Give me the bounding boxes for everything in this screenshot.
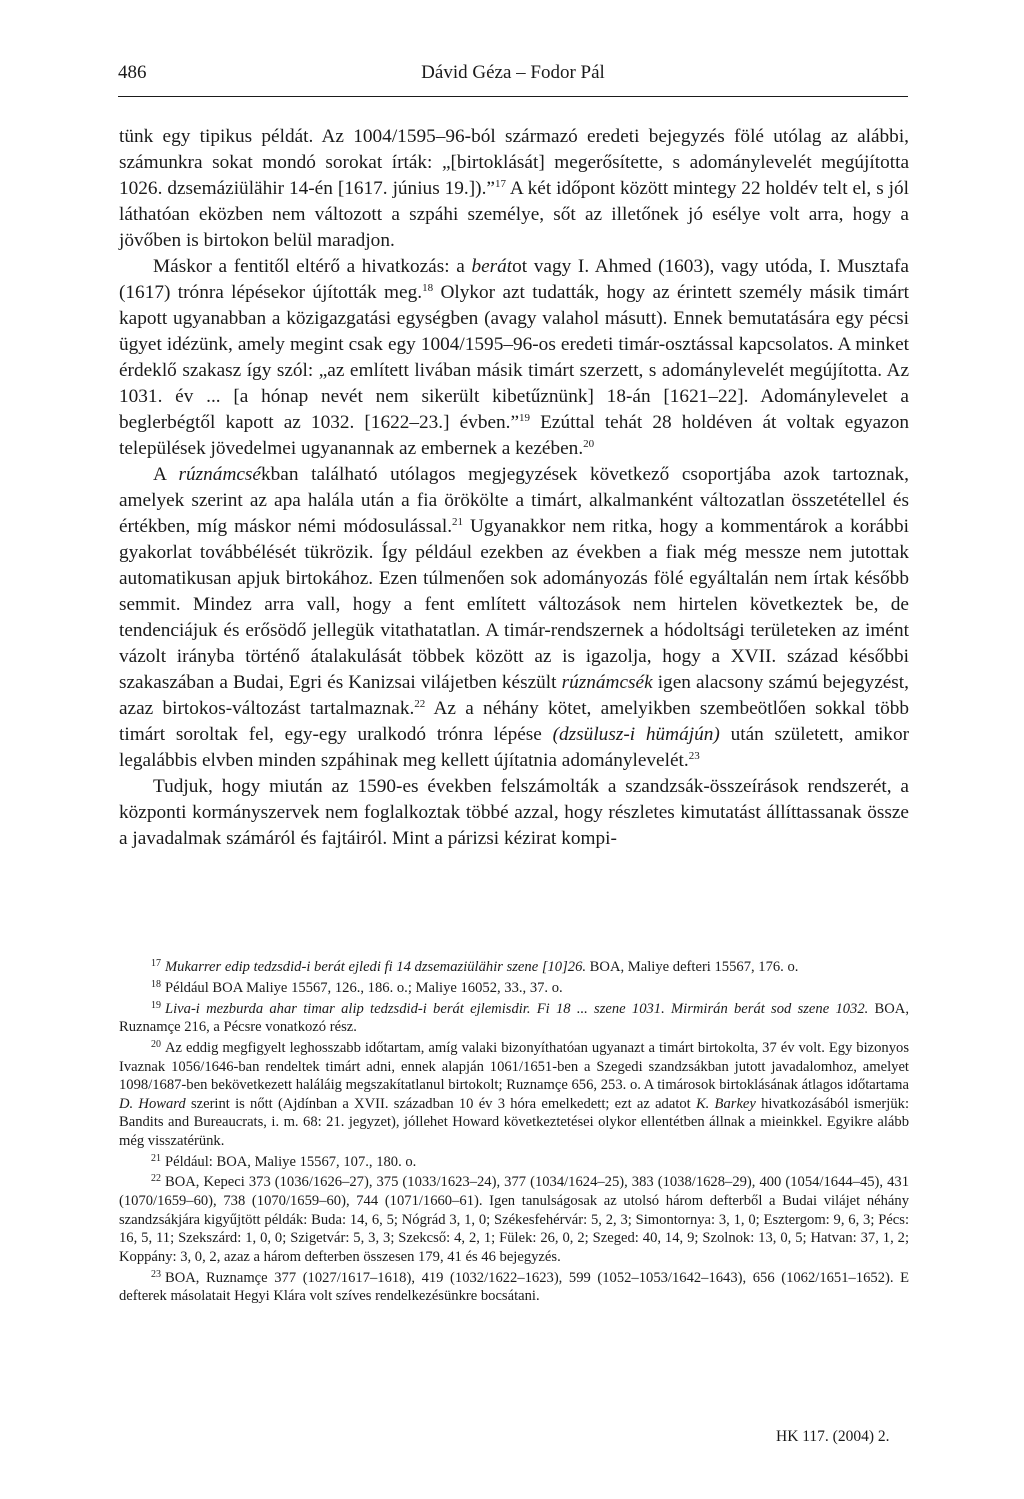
- main-text: [119, 124, 909, 852]
- footnote-ref-22: 22: [414, 698, 426, 710]
- footnotes: [119, 958, 909, 1308]
- paragraph-1: tünk egy tipikus példát. Az 1004/1595–96-ból származó eredeti bejegyzés fölé utólag az alábbi, számunkra sokat mondó sorokat írták: „[birtoklását] megerősítette, s adománylevelét megújította 1026. dzsemáziülähir 14-én [1617. június 19.]).”$^{17}$ A két időpont között mintegy 22 holdév telt el, s jól láthatóan eközben nem változott a szpáhi személye, sőt az illetőnek jó esélye volt arra, hogy a jövőben is birtokon belül maradjon.: [119, 126, 909, 251]
- paragraph-3: A rúznámcsékban található utólagos megjegyzések következő csoportjába azok tartoznak, amelyek szerint az apa halála után a fia örökölte a timárt, alkalmanként változatlan összetétellel és értékben, míg máskor némi módosulással.$^{21}$ Ugyanakkor nem ritka, hogy a kommentárok a korábbi gyakorlat továbbélését tükrözik. Így például ezekben az években a fiak még messze nem jutottak automatikusan apjuk birtokához. Ezen túlmenően sok adományozás fölé egyáltalán nem írtak később semmit. Mindez arra vall, hogy a fent említett változások nem hirtelen következtek be, de tendenciájuk és erősödő jellegük vitathatatlan. A timár-rendszernek a hódoltsági területeken az imént vázolt irányba történő átalakulását többek között az is igazolja, hogy a XVII. század későbbi szakaszában a Budai, Egri és Kanizsai vilájetben készült rúznámcsék igen alacsony számú bejegyzést, azaz birtokos-változást tartalmaznak.$^{22}$ Az a néhány kötet, amelyikben szembeötlően sokkal több timárt soroltak fel, egy-egy uralkodó trónra lépése (dzsülusz-i hümájún) után született, amikor legalábbis elvben minden szpáhinak meg kellett újítatnia adománylevelét.$^{23}$: [119, 464, 910, 771]
- journal-reference: HK 117. (2004) 2.: [776, 1428, 890, 1445]
- footnote-23: $^{23}$ BOA, Ruznamçe 377 (1027/1617–1618), 419 (1032/1622–1623), 599 (1052–1053/1642–1643), 656 (1062/1651–1652). E defterek másolatait Hegyi Klára volt szíves rendelkezésünkre bocsátani.: [119, 1268, 909, 1305]
- footnote-17: $^{17}$ Mukarrer edip tedzsdid-i berát ejledi fi 14 dzsemaziülähir szene [10]26. BOA, Maliye defteri 15567, 176. o.: [151, 958, 799, 975]
- footnote-22: $^{22}$ BOA, Kepeci 373 (1036/1626–27), 375 (1033/1623–24), 377 (1034/1624–25), 383 (1038/1628–29), 400 (1054/1644–45), 431 (1070/1659–60), 738 (1070/1659–60), 744 (1071/1660–61). Igen tanulságosak az utolsó három defterből a Budai vilájet néhány szandzsákjára kigyűjtött példák: Buda: 14, 6, 5; Nógrád 3, 1, 0; Székesfehérvár: 5, 2, 3; Simontornya: 3, 1, 0; Esztergom: 9, 6, 3; Pécs: 16, 5, 11; Szekszárd: 1, 0, 0; Szigetvár: 5, 3, 3; Szekcső: 4, 2, 1; Fülek: 26, 0, 2; Szeged: 40, 14, 9; Szolnok: 13, 0, 5; Hatvan: 37, 1, 2; Koppány: 3, 0, 2, azaz a három defterben összesen 179, 41 és 46 bejegyzés.: [119, 1173, 909, 1265]
- footnote-20: $^{20}$ Az eddig megfigyelt leghosszabb időtartam, amíg valaki bizonyíthatóan ugyanazt a timárt birtokolta, 37 év volt. Egy bizonyos Ivaznak 1056/1646-ban rendeltek timárt adni, ennek alapján 1061/1651-ben a Szegedi szandzsákban jutott javadalomhoz, amelyet 1098/1687-ben bekövetkezett haláláig megszakítatlanul birtokolt; Ruznamçe 656, 253. o. A timárosok birtoklásának átlagos időtartama D. Howard szerint is nőtt (Ajdínban a XVII. században 10 év 3 hóra emelkedett; ezt az adatot K. Barkey hivatkozásából ismerjük: Bandits and Bureaucrats, i. m. 68: 21. jegyzet), jóllehet Howard következtetései olykor ellentétben állnak a mieinkkel. Egyikre alább még visszatérünk.: [119, 1038, 909, 1149]
- footnote-ref-21: 21: [452, 516, 464, 528]
- header-rule: [118, 96, 908, 97]
- page-number: 486: [118, 62, 147, 83]
- footnote-ref-20: 20: [583, 438, 595, 450]
- paragraph-2: Máskor a fentitől eltérő a hivatkozás: a berátot vagy I. Ahmed (1603), vagy utóda, I. Musztafa (1617) trónra lépésekor újították meg.$^{18}$ Olykor azt tudatták, hogy az érintett személy másik timárt kapott ugyanabban a közigazgatási egységben (avagy valahol másutt). Ennek bemutatására egy pécsi ügyet idézünk, amely megint csak egy 1004/1595–96-os eredeti timár-osztással kapcsolatos. A minket érdeklő szakasz így szól: „az említett livában másik timárt szerzett, s adománylevelét megújította. Az 1031. év ... [a hónap nevét nem sikerült kibetűznünk] 18-án [1621–22]. Adománylevelet a beglerbégtől kapott az 1032. [1622–23.] évben.”$^{19}$ Ezúttal tehát 28 holdéven át voltak egyazon települések jövedelmei ugyanannak az embernek a kezében.$^{20}$: [119, 256, 909, 459]
- footnote-ref-18: 18: [422, 282, 434, 294]
- footnote-21: $^{21}$ Például: BOA, Maliye 15567, 107., 180. o.: [151, 1152, 417, 1170]
- footnote-18: $^{18}$ Például BOA Maliye 15567, 126., 186. o.; Maliye 16052, 33., 37. o.: [151, 978, 563, 996]
- paragraph-4: Tudjuk, hogy miután az 1590-es években felszámolták a szandzsák-összeírások rendszerét, a központi kormányszervek nem foglalkoztak többé azzal, hogy részletes kimutatást állíttassanak össze a javadalmak számáról és fajtáiról. Mint a párizsi kézirat kompi-: [119, 776, 909, 849]
- running-head: Dávid Géza – Fodor Pál: [421, 62, 605, 83]
- footnote-ref-23: 23: [688, 750, 700, 762]
- page-header: [118, 62, 908, 90]
- footnote-ref-19: 19: [519, 412, 531, 424]
- footnote-ref-17: 17: [494, 178, 506, 190]
- footnote-19: $^{19}$ Liva-i mezburda ahar timar alip tedzsdid-i berát ejlemisdir. Fi 18 ... szene 1031. Mirmirán berát sod szene 1032. BOA, Ruznamçe 216, a Pécsre vonatkozó rész.: [119, 999, 909, 1036]
